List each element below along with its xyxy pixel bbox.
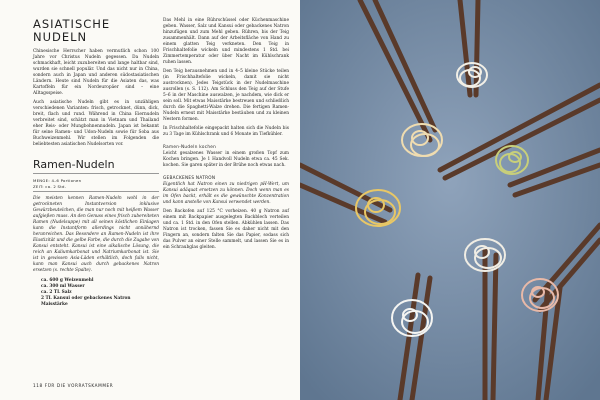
- intro-paragraph: Auch asiatische Nudeln gibt es in unzähligen verschiedenen Varianten: frisch, getrocknet, dünn, dick, breit, flach und rund. Während in China Eiernudeln verbreitet sind, schätzt man in Vietnam und Thailand eher Reis- oder Mungbohnennudeln. Japan ist bekannt für seine Ramen- und Udon-Nudeln sowie für Soba aus Buchweizenmehl. Wir stellen im Folgenden die beliebtesten asiatischen Nudelsorten vor.: [33, 100, 159, 147]
- recipe-meta: [33, 176, 159, 192]
- ingredient-item: Maisstärke: [41, 302, 68, 307]
- cooking-subhead: Ramen-Nudeln kochen: [163, 144, 217, 149]
- method-paragraph: Den Teig herausnehmen und in 4–5 kleine Stücke teilen (in Frischhaltefolie wickeln, damit sie nicht austrocknen). Jedes Teigstück in der Nudelmaschine ausrollen (s. S. 112). Am Schluss den Teig auf der Stufe 5–6 in der Maschine auswalzen, je nachdem, wie dick er sein soll. Mit etwas Maisstärke bestreuen und schließlich durch die Spaghetti-Walze drehen. Die fertigen Ramen-Nudeln erneut mit Maisstärke bestäuben und zu kleinen Nestern formen.: [163, 69, 289, 122]
- section-title: ASIATISCHE NUDELN: [33, 17, 111, 44]
- ingredient-item: ca. 2 TL Salz: [41, 290, 72, 295]
- noodle-photo: [300, 0, 600, 400]
- noodle-photo-illustration: [300, 0, 600, 400]
- cooking-text: Leicht gesalzenes Wasser in einem großen Topf zum Kochen bringen. Je 1 Handvoll Nudeln etwa ca. 45 Sek. kochen. Sie garen später in der Brühe noch etwas nach.: [163, 151, 289, 168]
- natron-subhead: GEBACKENES NATRON: [163, 175, 216, 180]
- method-paragraph: In Frischhaltefolie eingepackt halten sich die Nudeln bis zu 3 Tage im Kühlschrank und 6 Monate im Tiefkühler.: [163, 126, 289, 137]
- ingredient-item: 2 TL Kansui oder gebackenes Natron: [41, 296, 131, 301]
- ingredient-list: [33, 278, 159, 308]
- ingredient-item: ca. 300 ml Wasser: [41, 284, 85, 289]
- ingredient-item: ca. 600 g Weizenmehl: [41, 278, 94, 283]
- method-paragraph: Das Mehl in eine Rührschüssel oder Küchenmaschine geben. Wasser, Salz und Kansui oder gebackenes Natron hinzufügen und zum Mehl geben. Rühren, bis der Teig zusammenhält. Dann auf der Arbeitsfläche von Hand zu einem glatten Teig verkneten. Den Teig in Frischhaltefolie wickeln und mindestens 1 Std. bei Zimmertemperatur oder über Nacht im Kühlschrank ruhen lassen.: [163, 18, 289, 65]
- natron-italic: Eigentlich hat Natron einen zu niedrigen pH-Wert, um Kansui adäquat ersetzen zu können. Doch wenn man es im Ofen backt, erhält es die gewünschte Konzentration und kann anstelle von Kansui verwendet werden.: [163, 182, 289, 205]
- intro-paragraph: Chinesische Herrscher haben vermutlich schon 100 Jahre vor Christus Nudeln gegessen. Da Nudeln schmackhaft, leicht zuzubereiten und lange haltbar sind, wurden sie schnell populär. Und das nicht nur in China, sondern auch in Japan und anderen südostasiatischen Ländern. Heute sind Nudeln für die Asiaten das, was Kartoffeln für ein Nordeuropäer sind – eine Alltagsspeise.: [33, 49, 159, 96]
- right-text-column: [163, 18, 289, 254]
- natron-text: Den Backofen auf 125 °C vorheizen. 40 g Natron auf einem mit Backpapier ausgelegten Backblech verteilen und ca. 1 Std. in den Ofen stellen. Abkühlen lassen. Das Natron ist trocken, fassen Sie es daher nicht mit den Fingern an, sondern falten Sie das Papier, sodass sich das Pulver an einer Stelle sammelt, und lassen Sie es in ein Schraubglas gleiten.: [163, 209, 289, 250]
- time: ZEIT: ca. 2 Std.: [33, 183, 67, 189]
- recipe-intro: Die meisten kennen Ramen-Nudeln wohl in der getrockneten Instantversion inklusive Gewürzbeutelchen, die man nur noch mit heißem Wasser aufgießen muss. An den Genuss eines frisch zubereiteten Ramen (Nudelsuppe) mit all seinen köstlichen Einlagen kann die Instantform allerdings nicht annähernd heranreichen. Das Besondere an Ramen-Nudeln ist ihre Elastizität und die gelbe Farbe, die durch die Zugabe von Kansui entsteht. Kansui ist eine alkalische Lösung, die reich an Kaliumkarbonat und Natriumkarbonat ist. Sie ist in gewissen Asia-Läden erhältlich, doch falls nicht, kann man Kansui auch durch gebackenes Natron ersetzen (s. rechte Spalte).: [33, 196, 159, 273]
- recipe-title: Ramen-Nudeln: [33, 158, 159, 174]
- page-footer: 118 FÜR DIE VORRATSKAMMER: [33, 383, 114, 388]
- left-text-column: [33, 18, 159, 308]
- servings: MENGE: 4–6 Portionen: [33, 178, 82, 183]
